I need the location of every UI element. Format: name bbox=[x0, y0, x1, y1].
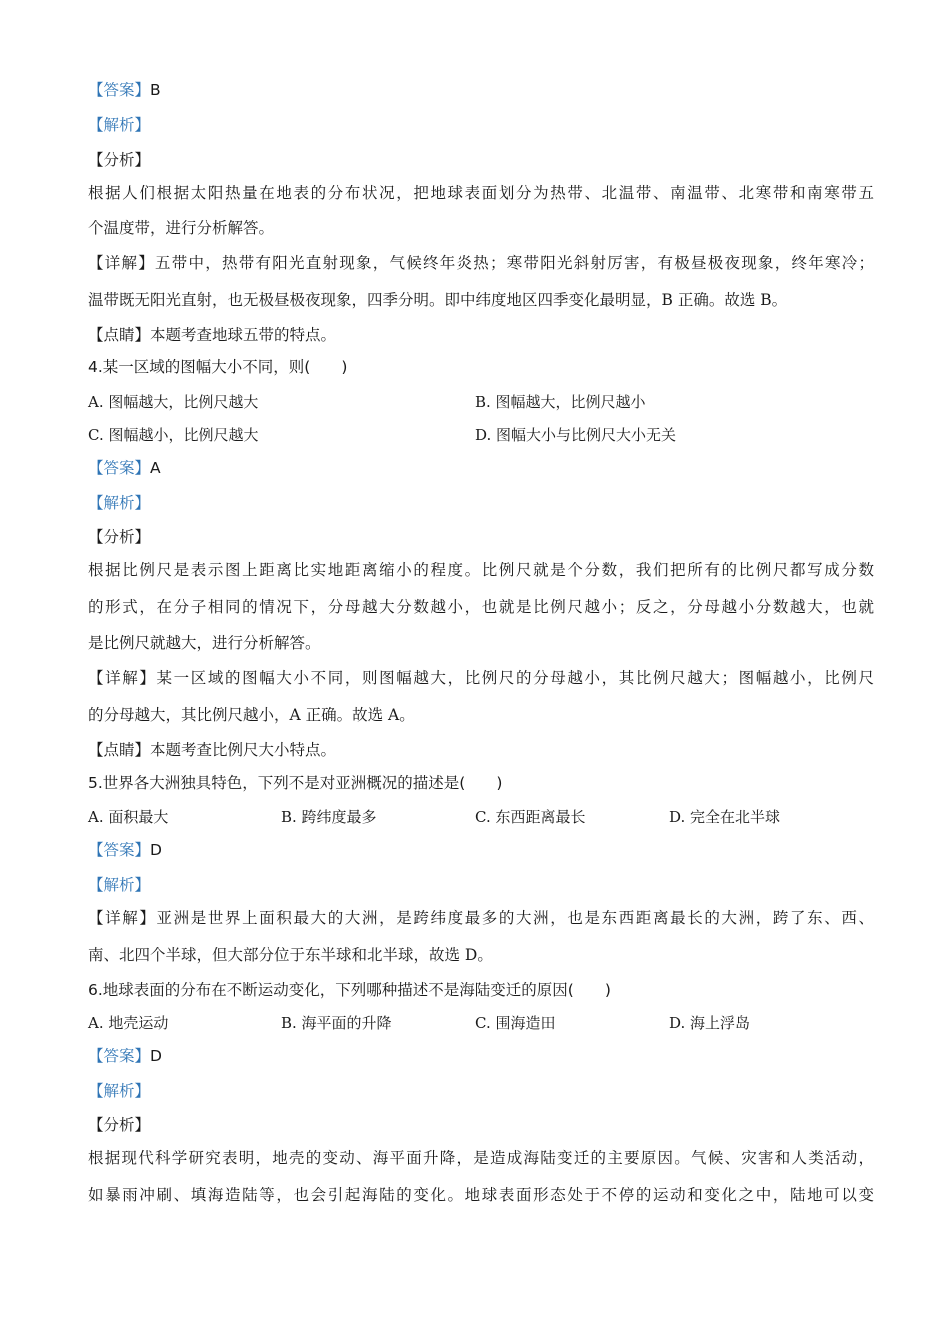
xiangjie-tag: 【详解】 bbox=[88, 909, 157, 927]
q3-xiangjie-line-1 bbox=[88, 253, 874, 273]
q4-option-a: A. 图幅越大，比例尺越大 bbox=[88, 393, 259, 411]
q4-xiangjie-line-1 bbox=[88, 668, 874, 688]
q4-fenxi-line-2: 的形式，在分子相同的情况下，分母越大分数越小，也就是比例尺越小；反之，分母越小分数越大，也就 bbox=[88, 598, 874, 616]
q5-option-a: A. 面积最大 bbox=[88, 808, 169, 826]
xiangjie-text: 五带中，热带有阳光直射现象，气候终年炎热；寒带阳光斜射厉害，有极昼极夜现象，终年寒冷； bbox=[155, 254, 874, 272]
q4-dianjing-line bbox=[88, 740, 336, 760]
q3-jiexi-tag: 【解析】 bbox=[88, 116, 151, 134]
answer-tag: 【答案】 bbox=[88, 1047, 151, 1065]
q6-fenxi-line-2: 如暴雨冲刷、填海造陆等，也会引起海陆的变化。地球表面形态处于不停的运动和变化之中，陆地可以变 bbox=[88, 1186, 874, 1204]
q6-fenxi-line-1: 根据现代科学研究表明，地壳的变动、海平面升降，是造成海陆变迁的主要原因。气候、灾害和人类活动， bbox=[88, 1149, 874, 1167]
xiangjie-tag: 【详解】 bbox=[88, 254, 155, 272]
q6-option-b: B. 海平面的升降 bbox=[281, 1014, 392, 1032]
q3-answer-line bbox=[88, 80, 161, 100]
q4-option-c: C. 图幅越小，比例尺越大 bbox=[88, 426, 259, 444]
q4-answer-line bbox=[88, 458, 161, 478]
q4-fenxi-line-3: 是比例尺就越大，进行分析解答。 bbox=[88, 634, 321, 652]
answer-tag: 【答案】 bbox=[88, 841, 151, 859]
q5-option-d: D. 完全在北半球 bbox=[669, 808, 781, 826]
answer-value: B bbox=[150, 81, 161, 99]
q5-option-b: B. 跨纬度最多 bbox=[281, 808, 377, 826]
q5-jiexi-tag: 【解析】 bbox=[88, 876, 151, 894]
q4-jiexi-tag: 【解析】 bbox=[88, 494, 151, 512]
q4-option-b: B. 图幅越大，比例尺越小 bbox=[475, 393, 646, 411]
q4-fenxi-tag: 【分析】 bbox=[88, 528, 151, 546]
q6-option-a: A. 地壳运动 bbox=[88, 1014, 169, 1032]
q6-option-d: D. 海上浮岛 bbox=[669, 1014, 751, 1032]
q4-xiangjie-line-2: 的分母越大，其比例尺越小，A 正确。故选 A。 bbox=[88, 706, 415, 724]
q5-answer-line bbox=[88, 840, 162, 860]
q3-dianjing-line bbox=[88, 325, 336, 345]
q4-stem: 4.某一区域的图幅大小不同，则( ) bbox=[88, 358, 348, 376]
answer-tag: 【答案】 bbox=[88, 459, 151, 477]
q5-option-c: C. 东西距离最长 bbox=[475, 808, 586, 826]
q6-answer-line bbox=[88, 1046, 162, 1066]
q3-xiangjie-line-2: 温带既无阳光直射，也无极昼极夜现象，四季分明。即中纬度地区四季变化最明显，B 正确。故选 B。 bbox=[88, 291, 788, 309]
q5-xiangjie-line-2: 南、北四个半球，但大部分位于东半球和北半球，故选 D。 bbox=[88, 946, 493, 964]
answer-tag: 【答案】 bbox=[88, 81, 151, 99]
answer-value: D bbox=[150, 841, 162, 859]
q3-fenxi-line-2: 个温度带，进行分析解答。 bbox=[88, 219, 275, 237]
q4-option-d: D. 图幅大小与比例尺大小无关 bbox=[475, 426, 677, 444]
q5-xiangjie-line-1 bbox=[88, 908, 874, 928]
xiangjie-text: 亚洲是世界上面积最大的大洲，是跨纬度最多的大洲，也是东西距离最长的大洲，跨了东、西、 bbox=[156, 909, 874, 927]
dianjing-tag: 【点睛】 bbox=[88, 741, 151, 759]
q6-option-c: C. 围海造田 bbox=[475, 1014, 556, 1032]
q4-fenxi-line-1: 根据比例尺是表示图上距离比实地距离缩小的程度。比例尺就是个分数，我们把所有的比例尺都写成分数 bbox=[88, 561, 874, 579]
dianjing-text: 本题考查比例尺大小特点。 bbox=[150, 741, 337, 759]
dianjing-tag: 【点睛】 bbox=[88, 326, 151, 344]
q3-fenxi-tag: 【分析】 bbox=[88, 151, 151, 169]
answer-value: D bbox=[150, 1047, 162, 1065]
q6-fenxi-tag: 【分析】 bbox=[88, 1116, 151, 1134]
q6-stem: 6.地球表面的分布在不断运动变化，下列哪种描述不是海陆变迁的原因( ) bbox=[88, 981, 611, 999]
dianjing-text: 本题考查地球五带的特点。 bbox=[150, 326, 337, 344]
xiangjie-tag: 【详解】 bbox=[88, 669, 157, 687]
xiangjie-text: 某一区域的图幅大小不同，则图幅越大，比例尺的分母越小，其比例尺越大；图幅越小，比例尺 bbox=[156, 669, 874, 687]
q6-jiexi-tag: 【解析】 bbox=[88, 1082, 151, 1100]
q5-stem: 5.世界各大洲独具特色，下列不是对亚洲概况的描述是( ) bbox=[88, 774, 503, 792]
answer-value: A bbox=[150, 459, 161, 477]
q3-fenxi-line-1: 根据人们根据太阳热量在地表的分布状况，把地球表面划分为热带、北温带、南温带、北寒带和南寒带五 bbox=[88, 184, 874, 202]
